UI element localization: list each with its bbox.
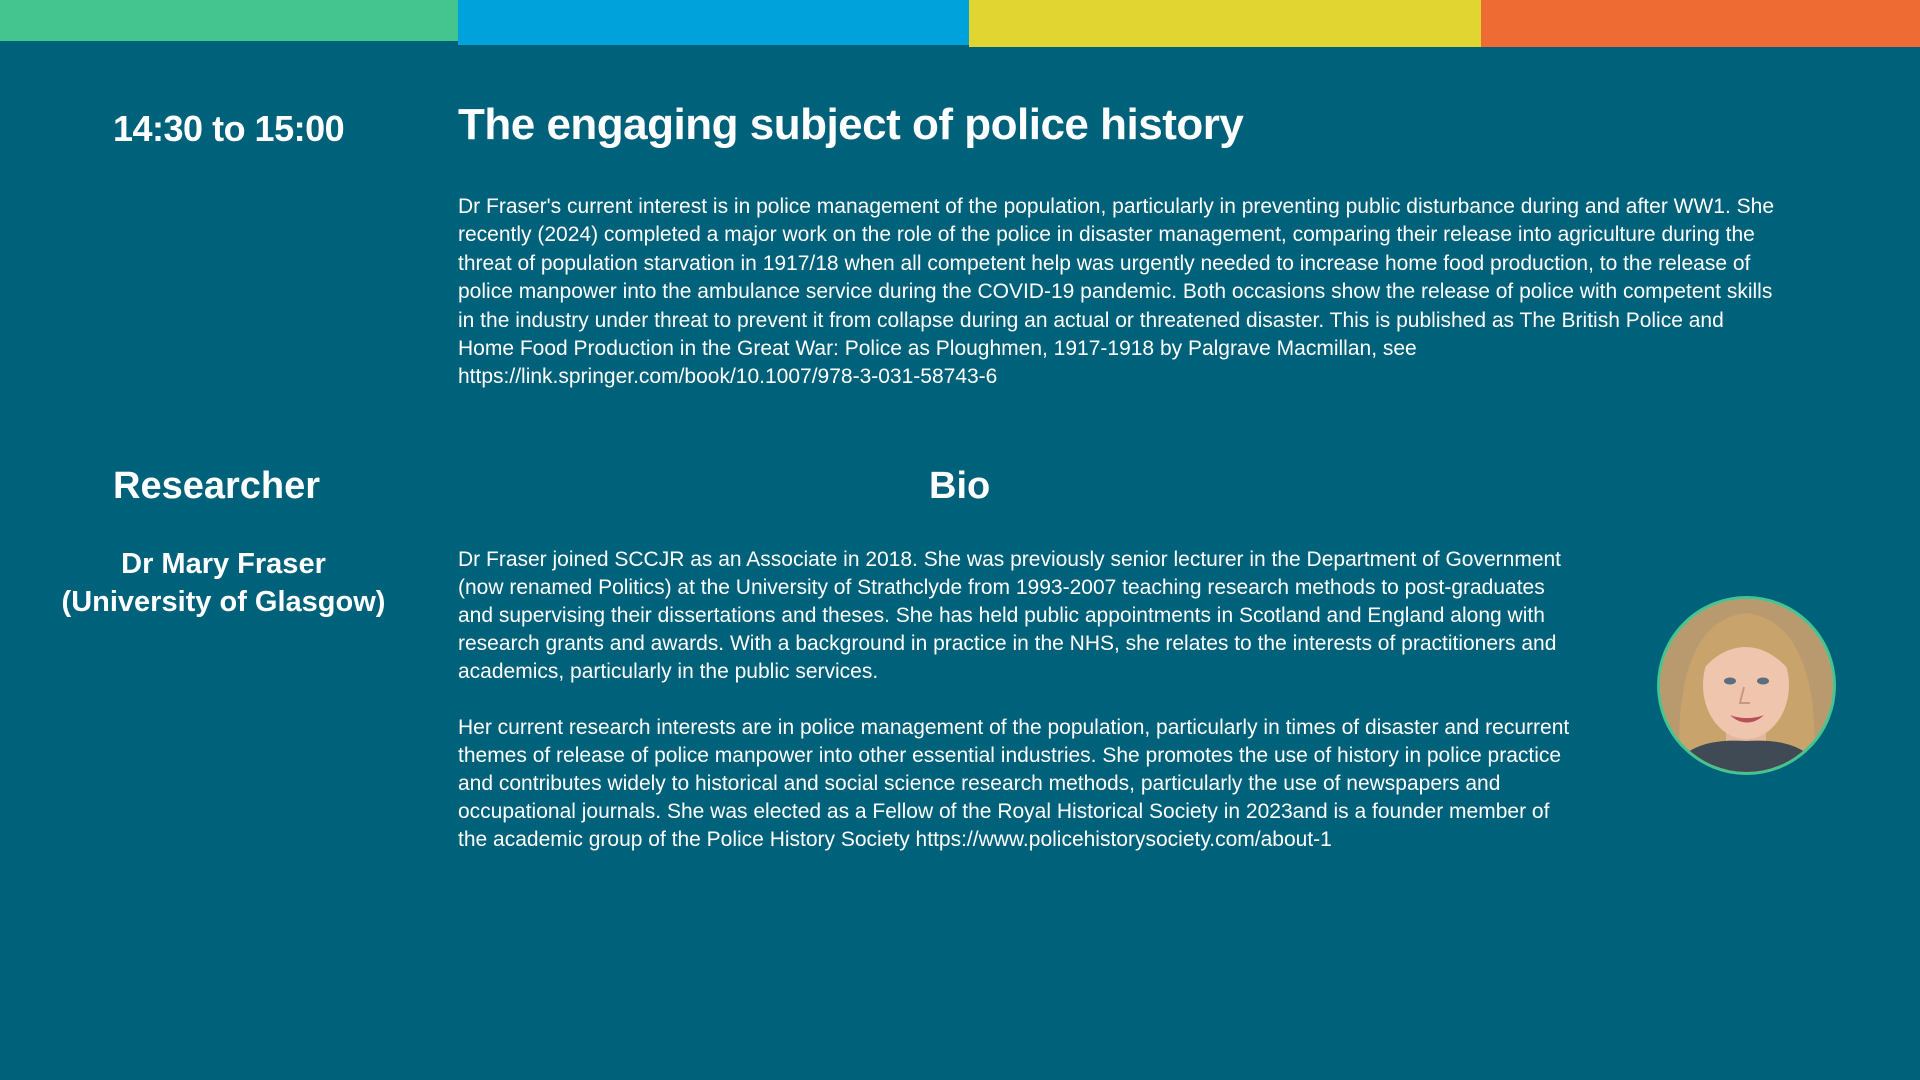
top-bar-green	[0, 0, 458, 41]
researcher-portrait-icon	[1657, 596, 1836, 775]
bio-heading: Bio	[929, 465, 991, 507]
bio-paragraph-1: Dr Fraser joined SCCJR as an Associate in 2018. She was previously senior lecturer in the Department of Government (now renamed Politics) at the University of Strathclyde from 1993-2007 teaching research methods to post-graduates and supervising their dissertations and theses. She has held public appointments in Scotland and England along with research grants and awards. With a background in practice in the NHS, she relates to the interests of practitioners and academics, particularly in the public services.	[458, 548, 1562, 683]
session-time: 14:30 to 15:00	[113, 108, 345, 149]
researcher-identity	[40, 545, 407, 621]
bio-body	[458, 546, 1578, 882]
abstract-text: Dr Fraser's current interest is in police management of the population, particularly in preventing public disturbance during and after WW1. She recently (2024) completed a major work on the role of the police in disaster management, comparing their release into agriculture during the threat of population starvation in 1917/18 when all competent help was urgently needed to increase home food production, to the release of police manpower into the ambulance service during the COVID-19 pandemic. Both occasions show the release of police with competent skills in the industry under threat to prevent it from collapse during an actual or threatened disaster. This is published as The British Police and Home Food Production in the Great War: Police as Ploughmen, 1917-1918 by Palgrave Macmillan, see https://link.springer.com/book/10.1007/978-3-031-58743-6	[458, 195, 1775, 389]
top-bar-blue	[458, 0, 969, 45]
bio-paragraph-2: Her current research interests are in police management of the population, particularly in times of disaster and recurrent themes of release of police manpower into other essential industries. She promotes the use of history in police practice and contributes widely to historical and social science research methods, particularly the use of newspapers and occupational journals. She was elected as a Fellow of the Royal Historical Society in 2023and is a founder member of the academic group of the Police History Society https://www.policehistorysociety.com/about-1	[458, 716, 1570, 851]
portrait-eye-right	[1757, 678, 1769, 685]
researcher-name: Dr Mary Fraser	[121, 548, 326, 580]
top-bar-yellow	[969, 0, 1481, 47]
portrait-illustration	[1660, 599, 1833, 772]
top-bar-orange	[1481, 0, 1920, 47]
session-abstract	[458, 193, 1778, 392]
researcher-affiliation: (University of Glasgow)	[61, 586, 386, 618]
session-title: The engaging subject of police history	[458, 100, 1244, 149]
researcher-heading: Researcher	[113, 465, 321, 507]
portrait-eye-left	[1724, 678, 1736, 685]
